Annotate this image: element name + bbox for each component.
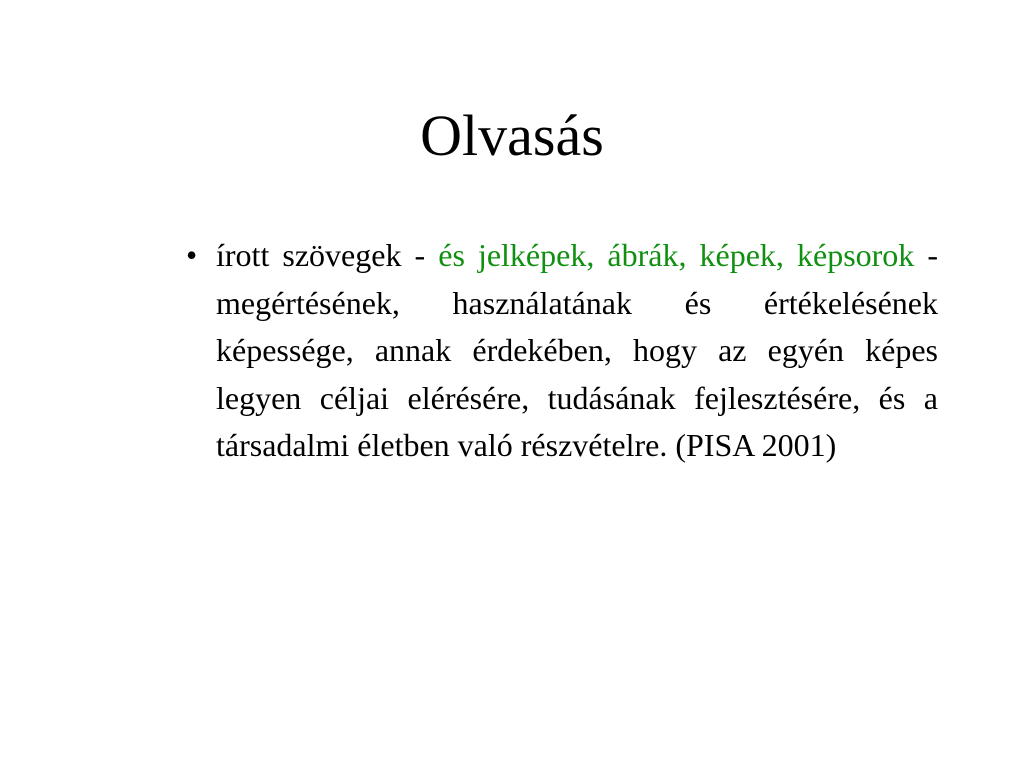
bullet-list xyxy=(186,232,938,470)
bullet-text-rest: - megértésének, használatának és értékelésének képessége, annak érdekében, hogy az egyén képes legyen céljai elérésére, tudásának fejlesztésére, és a társadalmi életben való részvételre. (PISA 2001) xyxy=(216,237,939,463)
slide-title: Olvasás xyxy=(420,103,604,168)
bullet-item xyxy=(186,232,938,470)
bullet-marker: • xyxy=(186,237,198,273)
bullet-text-highlight: és jelképek, ábrák, képek, képsorok xyxy=(438,237,915,273)
bullet-text-intro: írott szövegek - xyxy=(216,237,439,273)
